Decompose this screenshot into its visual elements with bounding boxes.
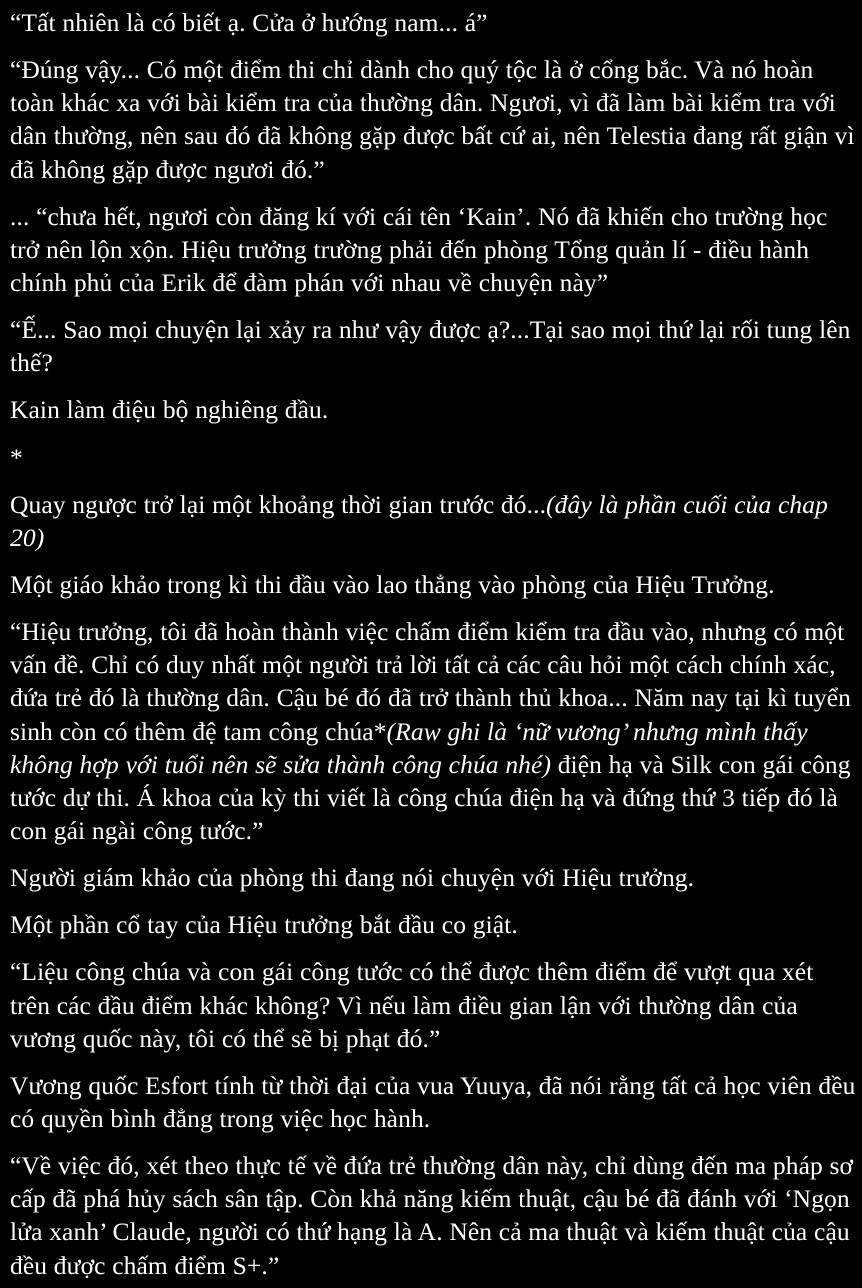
paragraph-2: “Đúng vậy... Có một điểm thi chỉ dành cho quý tộc là ở cổng bắc. Và nó hoàn toàn khác xa với bài kiểm tra của thường dân. Ngươi, vì đã làm bài kiểm tra với dân thường, nên sau đó đã không gặp được bất cứ ai, nên Telestia đang rất giận vì đã không gặp được ngươi đó.” xyxy=(10,55,855,184)
paragraph-12: “Liệu công chúa và con gái công tước có thể được thêm điểm để vượt qua xét trên các đầu điểm khác không? Vì nếu làm điều gian lận với thường dân của vương quốc này, tôi có thể sẽ bị phạt đó.” xyxy=(10,957,814,1053)
paragraph-10: Người giám khảo của phòng thi đang nói chuyện với Hiệu trưởng. xyxy=(10,863,695,893)
paragraph-9-translator-note: (Raw ghi là ‘nữ vương’ nhưng mình thấy không hợp với tuổi nên sẽ sửa thành công chúa nhé) xyxy=(10,716,808,779)
paragraph-9-plain-2: điện hạ và Silk con gái công tước dự thi. Á khoa của kỳ thi viết là công chúa điện hạ và đứng thứ 3 tiếp đó là con gái ngài công tước.” xyxy=(10,749,851,845)
paragraph-14: “Về việc đó, xét theo thực tế về đứa trẻ thường dân này, chỉ dùng đến ma pháp sơ cấp đã phá hủy sách sân tập. Còn khả năng kiếm thuật, cậu bé đã đánh với ‘Ngọn lửa xanh’ Claude, người có thứ hạng là A. Nên cả ma thuật và kiếm thuật của cậu đều được chấm điểm S+.” xyxy=(10,1151,854,1280)
paragraph-7 xyxy=(10,488,856,554)
paragraph-8: Một giáo khảo trong kì thi đầu vào lao thẳng vào phòng của Hiệu Trưởng. xyxy=(10,569,775,599)
paragraph-5: Kain làm điệu bộ nghiêng đầu. xyxy=(10,395,329,425)
paragraph-3: ... “chưa hết, ngươi còn đăng kí với cái tên ‘Kain’. Nó đã khiến cho trường học trở nên lộn xộn. Hiệu trưởng trường phải đến phòng Tổng quản lí - điều hành chính phủ của Erik để đàm phán với nhau về chuyện này” xyxy=(10,201,828,297)
section-break-asterisk: * xyxy=(10,442,23,472)
paragraph-7-translator-note: (đây là phần cuối của chap 20) xyxy=(10,489,828,552)
paragraph-13: Vương quốc Esfort tính từ thời đại của vua Yuuya, đã nói rằng tất cả học viên đều có quyền bình đẳng trong việc học hành. xyxy=(10,1070,856,1133)
paragraph-7-plain: Quay ngược trở lại một khoảng thời gian trước đó... xyxy=(10,489,547,519)
paragraph-11: Một phần cổ tay của Hiệu trưởng bắt đầu co giật. xyxy=(10,910,518,940)
paragraph-1: “Tất nhiên là có biết ạ. Cửa ở hướng nam... á” xyxy=(10,8,488,37)
paragraph-4: “Ế... Sao mọi chuyện lại xảy ra như vậy được ạ?...Tại sao mọi thứ lại rối tung lên thế? xyxy=(10,315,851,378)
paragraph-9-plain: “Hiệu trưởng, tôi đã hoàn thành việc chấm điểm kiểm tra đầu vào, nhưng có một vấn đề. Chỉ có duy nhất một người trả lời tất cả các câu hỏi một cách chính xác, đứa trẻ đó là thường dân. Cậu bé đó đã trở thành thủ khoa... Năm nay tại kì tuyển sinh còn có thêm đệ tam công chúa* xyxy=(10,617,852,746)
paragraph-9 xyxy=(10,615,856,847)
